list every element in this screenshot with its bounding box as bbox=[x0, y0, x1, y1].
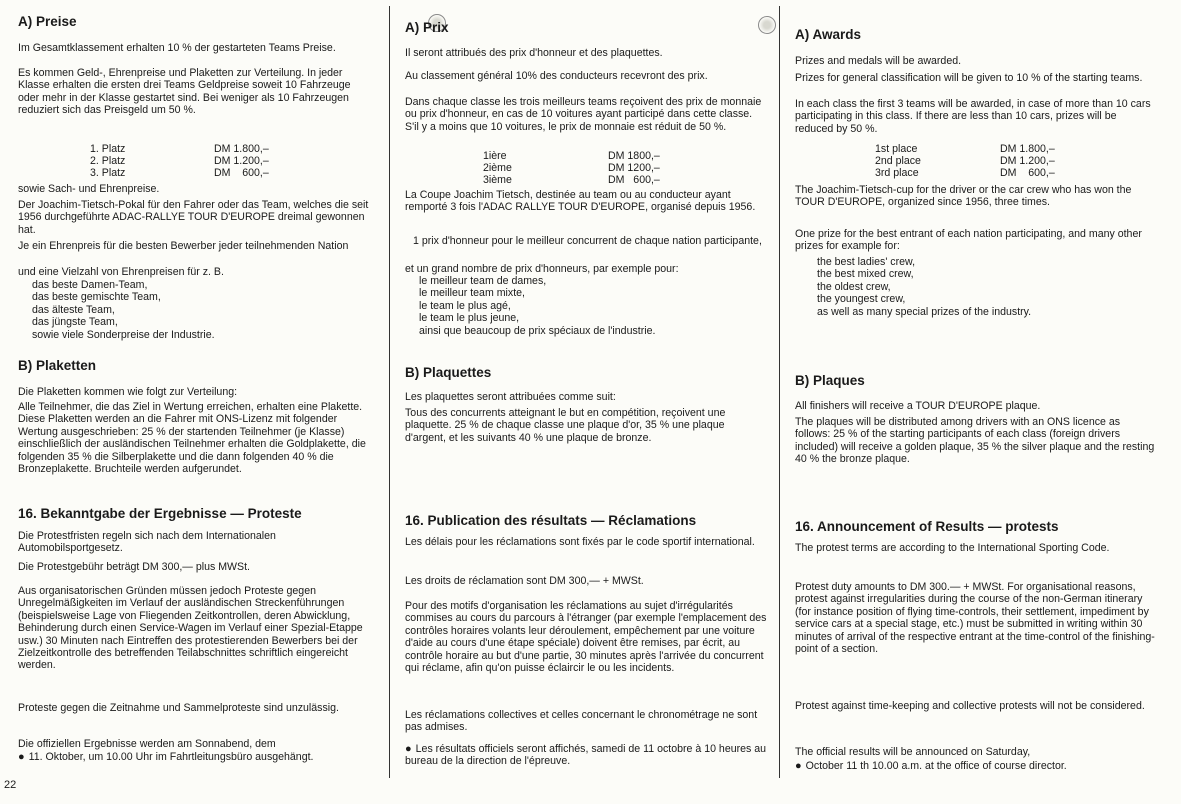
paragraph: ● October 11 th 10.00 a.m. at the office of course director. bbox=[795, 760, 1157, 772]
paragraph: Je ein Ehrenpreis für die besten Bewerber jeder teilnehmenden Nation bbox=[18, 240, 349, 252]
prize-amount: DM 1.200,– bbox=[214, 155, 269, 167]
prize-place: 1ière bbox=[483, 150, 507, 162]
list-item: the best ladies' crew, bbox=[817, 256, 916, 268]
prize-place: 1. Platz bbox=[90, 143, 126, 155]
column-divider bbox=[389, 6, 390, 778]
prize-amount: DM 600,– bbox=[214, 167, 269, 179]
paragraph: The protest terms are according to the International Sporting Code. bbox=[795, 542, 1110, 554]
paragraph: Es kommen Geld-, Ehrenpreise und Plaketten zur Verteilung. In jeder Klasse erhalten die ersten drei Teams Geldpreise soweit 10 Fahrzeuge oder mehr in der Klasse gestartet sind. Bei weniger als 10 Fahrzeugen reduziert sich das Preisgeld um 50 %. bbox=[18, 67, 351, 117]
paragraph: Tous des concurrents atteignant le but en compétition, reçoivent une plaquette. 25 % de chaque classe une plaque d'or, 35 % une plaque d'argent, et les suivants 40 % une plaque de bronze. bbox=[405, 407, 726, 444]
prize-place: 2nd place bbox=[875, 155, 921, 167]
paragraph: sowie Sach- und Ehrenpreise. bbox=[18, 183, 160, 195]
paragraph: Les droits de réclamation sont DM 300,— + MWSt. bbox=[405, 575, 644, 587]
paragraph: Im Gesamtklassement erhalten 10 % der gestarteten Teams Preise. bbox=[18, 42, 336, 54]
paragraph: ● 11. Oktober, um 10.00 Uhr im Fahrtleitungsbüro ausgehängt. bbox=[18, 751, 370, 763]
prize-list bbox=[795, 256, 1157, 318]
paragraph: Aus organisatorischen Gründen müssen jedoch Proteste gegen Unregelmäßigkeiten im Verlauf der ausländischen Streckenführungen (beispielsweise Lage von Fliegenden Zeitkontrollen, deren Abwicklung, Behinderung durch einen Service-Wagen im Verlauf einer Spezial-Etappe usw.) 30 Minuten nach Eintreffen des protestierenden Bewerbers bei der Zielzeitkontrolle des betreffenden Teilabschnittes schriftlich eingereicht werden. bbox=[18, 585, 363, 672]
prize-amount: DM 1.800,– bbox=[1000, 143, 1055, 155]
column-divider bbox=[779, 6, 780, 778]
prize-amount: DM 1.800,– bbox=[214, 143, 269, 155]
paragraph: und eine Vielzahl von Ehrenpreisen für z. B. bbox=[18, 266, 224, 278]
paragraph: La Coupe Joachim Tietsch, destinée au team ou au conducteur ayant remporté 3 fois l'ADAC RALLYE TOUR D'EUROPE, organisé depuis 1956. bbox=[405, 189, 756, 214]
section-title-preise: A) Preise bbox=[18, 14, 77, 29]
section-title-prix: A) Prix bbox=[405, 20, 449, 35]
prize-amount: DM 1800,– bbox=[608, 150, 660, 162]
paragraph: Die Protestfristen regeln sich nach dem Internationalen Automobilsportgesetz. bbox=[18, 530, 276, 555]
german-column bbox=[18, 0, 370, 804]
list-item: as well as many special prizes of the industry. bbox=[817, 305, 1032, 318]
paragraph: Der Joachim-Tietsch-Pokal für den Fahrer oder das Team, welches die seit 1956 durchgeführte ADAC-RALLYE TOUR D'EUROPE dreimal gewonnen hat. bbox=[18, 199, 369, 236]
prize-place: 2. Platz bbox=[90, 155, 126, 167]
paragraph: Prizes for general classification will be given to 10 % of the starting teams. bbox=[795, 72, 1143, 84]
paragraph: Prizes and medals will be awarded. bbox=[795, 55, 962, 67]
section-title-awards: A) Awards bbox=[795, 27, 862, 42]
prize-place: 2ième bbox=[483, 162, 512, 174]
section-title-plaquettes: B) Plaquettes bbox=[405, 365, 492, 380]
paragraph: Proteste gegen die Zeitnahme und Sammelproteste sind unzulässig. bbox=[18, 702, 339, 714]
paragraph: Protest duty amounts to DM 300.— + MWSt. For organisational reasons, protest against irregularities during the course of the non-German itinerary (for instance position of flying time-controls, their settlement, impediment by service cars at a special stage, etc.) must be submitted in writing within 30 minutes of arrival of the respective entrant at the time-control of the finishing-point of a section. bbox=[795, 581, 1155, 656]
paragraph: 1 prix d'honneur pour le meilleur concurrent de chaque nation participante, bbox=[413, 235, 762, 247]
paragraph: Les délais pour les réclamations sont fixés par le code sportif international. bbox=[405, 536, 755, 548]
list-item: sowie viele Sonderpreise der Industrie. bbox=[32, 328, 215, 341]
list-item: le team le plus jeune, bbox=[419, 312, 520, 325]
paragraph: Dans chaque classe les trois meilleurs teams reçoivent des prix de monnaie ou prix d'honneur, en cas de 10 voitures ayant participé dans cette classe. S'il y a moins que 10 voitures, le prix de monnaie est réduit de 50 %. bbox=[405, 96, 762, 133]
paragraph: One prize for the best entrant of each nation participating, and many other prizes for example for: bbox=[795, 228, 1142, 253]
prize-list bbox=[18, 279, 370, 341]
prize-amount: DM 600,– bbox=[1000, 167, 1055, 179]
page-number: 22 bbox=[4, 779, 17, 791]
paragraph: Au classement général 10% des conducteurs recevront des prix. bbox=[405, 70, 708, 82]
paragraph: ● Les résultats officiels seront affichés, samedi de 11 octobre à 10 heures au bureau de la direction de l'épreuve. bbox=[405, 743, 767, 768]
paragraph: The plaques will be distributed among drivers with an ONS licence as follows: 25 % of the starting participants of each class (foreign drivers included) will receive a golden plaque, 35 % the silver plaque and the resting 40 % the bronze plaque. bbox=[795, 416, 1155, 466]
paragraph: Die Plaketten kommen wie folgt zur Verteilung: bbox=[18, 386, 238, 398]
paragraph: Die Protestgebühr beträgt DM 300,— plus MWSt. bbox=[18, 561, 250, 573]
paragraph: Il seront attribués des prix d'honneur et des plaquettes. bbox=[405, 47, 663, 59]
list-item: the best mixed crew, bbox=[817, 268, 914, 281]
paragraph: Les réclamations collectives et celles concernant le chronométrage ne sont pas admises. bbox=[405, 709, 758, 734]
prize-amount: DM 1200,– bbox=[608, 162, 660, 174]
english-column bbox=[795, 0, 1157, 804]
prize-place: 3ième bbox=[483, 174, 512, 186]
list-item: das beste Damen-Team, bbox=[32, 279, 148, 291]
section-title-ergebnisse: 16. Bekanntgabe der Ergebnisse — Proteste bbox=[18, 506, 302, 521]
french-column bbox=[405, 0, 767, 804]
list-item: le meilleur team de dames, bbox=[419, 275, 547, 287]
paragraph: In each class the first 3 teams will be awarded, in case of more than 10 cars participating in this class. If there are less than 10 cars, prizes will be reduced by 50 %. bbox=[795, 98, 1151, 135]
prize-amount: DM 600,– bbox=[608, 174, 660, 186]
list-item: das älteste Team, bbox=[32, 303, 115, 316]
list-item: ainsi que beaucoup de prix spéciaux de l'industrie. bbox=[419, 324, 656, 337]
prize-table bbox=[483, 150, 703, 188]
list-item: the oldest crew, bbox=[817, 280, 891, 293]
prize-table bbox=[90, 143, 290, 183]
prize-place: 1st place bbox=[875, 143, 918, 155]
list-item: das jüngste Team, bbox=[32, 316, 118, 329]
paragraph: All finishers will receive a TOUR D'EUROPE plaque. bbox=[795, 400, 1041, 412]
paragraph: Protest against time-keeping and collective protests will not be considered. bbox=[795, 700, 1145, 712]
paragraph: Pour des motifs d'organisation les réclamations au sujet d'irrégularités commises au cours du parcours à l'étranger (par exemple l'emplacement des contrôles horaires volants leur déroulement, empêchement par une voiture d'aide au cours d'une étape spéciale) doivent être remises, par écrit, au contrôle horaire au but d'une partie, 30 minutes après l'arrivée du concurrent qui réclame, afin qu'on puisse éclaircir le ou les incidents. bbox=[405, 600, 767, 675]
paragraph: The official results will be announced on Saturday, bbox=[795, 746, 1031, 758]
paragraph: Alle Teilnehmer, die das Ziel in Wertung erreichen, erhalten eine Plakette. Diese Plaketten werden an die Fahrer mit ONS-Lizenz mit folgender Wertung ausgeschrieben: 25 % der startenden Teilnehmer (je Klasse) einschließlich der ausländischen Teilnehmer erhalten die Goldplakette, die folgenden 35 % die Silberplakette und die dann folgenden 40 % die Bronzeplakette. Bruchteile werden aufgerundet. bbox=[18, 401, 366, 476]
section-title-results: 16. Announcement of Results — protests bbox=[795, 519, 1059, 534]
paragraph: et un grand nombre de prix d'honneurs, par exemple pour: bbox=[405, 263, 679, 275]
prize-amount: DM 1.200,– bbox=[1000, 155, 1055, 167]
prize-table bbox=[875, 143, 1095, 181]
section-title-plaques: B) Plaques bbox=[795, 373, 865, 388]
list-item: the youngest crew, bbox=[817, 293, 906, 306]
section-title-plaketten: B) Plaketten bbox=[18, 358, 97, 373]
prize-place: 3rd place bbox=[875, 167, 919, 179]
prize-place: 3. Platz bbox=[90, 167, 126, 179]
prize-list bbox=[405, 275, 767, 337]
list-item: le meilleur team mixte, bbox=[419, 287, 525, 300]
paragraph: Die offiziellen Ergebnisse werden am Sonnabend, dem bbox=[18, 738, 276, 750]
list-item: le team le plus agé, bbox=[419, 299, 511, 312]
paragraph: Les plaquettes seront attribuées comme suit: bbox=[405, 391, 616, 403]
paragraph: The Joachim-Tietsch-cup for the driver or the car crew who has won the TOUR D'EUROPE, organized since 1956, three times. bbox=[795, 184, 1132, 209]
section-title-resultats: 16. Publication des résultats — Réclamations bbox=[405, 513, 697, 528]
list-item: das beste gemischte Team, bbox=[32, 291, 161, 304]
